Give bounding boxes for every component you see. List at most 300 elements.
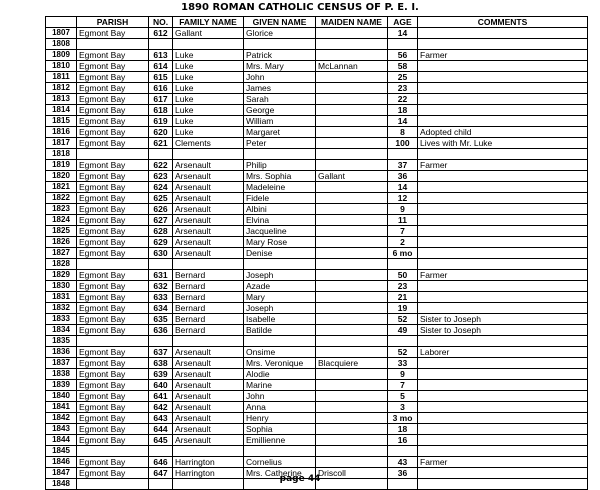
row-number: 1828 bbox=[46, 259, 77, 270]
table-row bbox=[46, 292, 588, 303]
family-name-cell: Arsenault bbox=[173, 182, 244, 193]
family-name-cell: Harrington bbox=[173, 468, 244, 479]
given-name-cell: Cornelius bbox=[244, 457, 316, 468]
age-cell: 49 bbox=[388, 325, 418, 336]
maiden-name-cell bbox=[316, 39, 388, 50]
row-number: 1820 bbox=[46, 171, 77, 182]
no-cell bbox=[149, 259, 173, 270]
maiden-name-cell bbox=[316, 303, 388, 314]
table-row bbox=[46, 369, 588, 380]
family-name-cell: Arsenault bbox=[173, 237, 244, 248]
row-number: 1835 bbox=[46, 336, 77, 347]
given-name-cell: Joseph bbox=[244, 270, 316, 281]
comments-cell bbox=[418, 303, 588, 314]
comments-cell bbox=[418, 204, 588, 215]
table-row bbox=[46, 314, 588, 325]
table-row bbox=[46, 270, 588, 281]
table-row bbox=[46, 281, 588, 292]
maiden-name-cell bbox=[316, 237, 388, 248]
family-name-cell: Clements bbox=[173, 138, 244, 149]
comments-cell bbox=[418, 94, 588, 105]
maiden-name-cell bbox=[316, 138, 388, 149]
parish-cell: Egmont Bay bbox=[77, 402, 149, 413]
parish-cell: Egmont Bay bbox=[77, 303, 149, 314]
parish-cell: Egmont Bay bbox=[77, 457, 149, 468]
family-name-cell: Luke bbox=[173, 72, 244, 83]
family-name-cell: Arsenault bbox=[173, 358, 244, 369]
row-number: 1840 bbox=[46, 391, 77, 402]
no-cell: 624 bbox=[149, 182, 173, 193]
age-cell bbox=[388, 336, 418, 347]
maiden-name-cell bbox=[316, 347, 388, 358]
age-cell: 16 bbox=[388, 435, 418, 446]
row-number: 1833 bbox=[46, 314, 77, 325]
parish-cell: Egmont Bay bbox=[77, 94, 149, 105]
parish-cell: Egmont Bay bbox=[77, 270, 149, 281]
given-name-cell: Patrick bbox=[244, 50, 316, 61]
row-number: 1819 bbox=[46, 160, 77, 171]
row-number: 1836 bbox=[46, 347, 77, 358]
comments-cell bbox=[418, 171, 588, 182]
table-row bbox=[46, 402, 588, 413]
comments-cell: Laborer bbox=[418, 347, 588, 358]
family-name-cell: Arsenault bbox=[173, 391, 244, 402]
given-name-cell: Mary Rose bbox=[244, 237, 316, 248]
family-name-cell bbox=[173, 39, 244, 50]
family-name-cell: Arsenault bbox=[173, 248, 244, 259]
maiden-name-cell bbox=[316, 391, 388, 402]
maiden-name-cell bbox=[316, 127, 388, 138]
family-name-cell: Arsenault bbox=[173, 193, 244, 204]
age-cell: 14 bbox=[388, 28, 418, 39]
no-cell: 616 bbox=[149, 83, 173, 94]
age-cell: 8 bbox=[388, 127, 418, 138]
maiden-name-cell bbox=[316, 72, 388, 83]
age-cell: 11 bbox=[388, 215, 418, 226]
given-name-cell: John bbox=[244, 391, 316, 402]
row-number: 1846 bbox=[46, 457, 77, 468]
age-cell: 21 bbox=[388, 292, 418, 303]
no-cell: 636 bbox=[149, 325, 173, 336]
maiden-name-cell bbox=[316, 28, 388, 39]
maiden-name-cell bbox=[316, 402, 388, 413]
row-number: 1842 bbox=[46, 413, 77, 424]
comments-cell bbox=[418, 435, 588, 446]
row-number: 1808 bbox=[46, 39, 77, 50]
age-cell: 6 mo bbox=[388, 248, 418, 259]
family-name-cell: Luke bbox=[173, 127, 244, 138]
maiden-name-cell bbox=[316, 270, 388, 281]
age-cell: 25 bbox=[388, 72, 418, 83]
table-row bbox=[46, 193, 588, 204]
given-name-cell: Batilde bbox=[244, 325, 316, 336]
comments-cell bbox=[418, 61, 588, 72]
comments-cell bbox=[418, 149, 588, 160]
parish-cell: Egmont Bay bbox=[77, 50, 149, 61]
parish-cell: Egmont Bay bbox=[77, 248, 149, 259]
comments-cell: Farmer bbox=[418, 270, 588, 281]
age-cell: 33 bbox=[388, 358, 418, 369]
family-name-cell: Arsenault bbox=[173, 215, 244, 226]
given-name-cell: Isabelle bbox=[244, 314, 316, 325]
family-name-cell: Harrington bbox=[173, 457, 244, 468]
no-cell: 641 bbox=[149, 391, 173, 402]
no-cell: 639 bbox=[149, 369, 173, 380]
table-row bbox=[46, 94, 588, 105]
comments-cell bbox=[418, 182, 588, 193]
parish-cell: Egmont Bay bbox=[77, 171, 149, 182]
no-cell: 645 bbox=[149, 435, 173, 446]
given-name-cell: Mrs. Catherine bbox=[244, 468, 316, 479]
given-name-cell: William bbox=[244, 116, 316, 127]
document-title: 1890 ROMAN CATHOLIC CENSUS OF P. E. I. bbox=[181, 2, 419, 13]
parish-cell bbox=[77, 39, 149, 50]
given-name-cell: James bbox=[244, 83, 316, 94]
header-no: NO. bbox=[149, 17, 173, 28]
maiden-name-cell bbox=[316, 226, 388, 237]
given-name-cell: Joseph bbox=[244, 303, 316, 314]
family-name-cell bbox=[173, 259, 244, 270]
header-comments: COMMENTS bbox=[418, 17, 588, 28]
age-cell: 18 bbox=[388, 424, 418, 435]
age-cell bbox=[388, 39, 418, 50]
table-row bbox=[46, 303, 588, 314]
maiden-name-cell bbox=[316, 446, 388, 457]
maiden-name-cell bbox=[316, 83, 388, 94]
age-cell: 52 bbox=[388, 314, 418, 325]
parish-cell: Egmont Bay bbox=[77, 204, 149, 215]
age-cell: 56 bbox=[388, 50, 418, 61]
maiden-name-cell bbox=[316, 182, 388, 193]
comments-cell bbox=[418, 336, 588, 347]
row-number: 1817 bbox=[46, 138, 77, 149]
comments-cell: Sister to Joseph bbox=[418, 325, 588, 336]
family-name-cell: Arsenault bbox=[173, 171, 244, 182]
family-name-cell: Luke bbox=[173, 83, 244, 94]
age-cell: 100 bbox=[388, 138, 418, 149]
age-cell: 7 bbox=[388, 226, 418, 237]
comments-cell: Farmer bbox=[418, 160, 588, 171]
given-name-cell: Philip bbox=[244, 160, 316, 171]
header-age: AGE bbox=[388, 17, 418, 28]
no-cell: 638 bbox=[149, 358, 173, 369]
header-row-number bbox=[46, 17, 77, 28]
given-name-cell: Marine bbox=[244, 380, 316, 391]
comments-cell: Farmer bbox=[418, 50, 588, 61]
family-name-cell bbox=[173, 446, 244, 457]
no-cell: 633 bbox=[149, 292, 173, 303]
no-cell: 618 bbox=[149, 105, 173, 116]
age-cell: 52 bbox=[388, 347, 418, 358]
row-number: 1829 bbox=[46, 270, 77, 281]
family-name-cell bbox=[173, 149, 244, 160]
given-name-cell: Azade bbox=[244, 281, 316, 292]
given-name-cell bbox=[244, 259, 316, 270]
parish-cell: Egmont Bay bbox=[77, 424, 149, 435]
table-row bbox=[46, 435, 588, 446]
age-cell: 43 bbox=[388, 457, 418, 468]
family-name-cell: Arsenault bbox=[173, 369, 244, 380]
header-maiden-name: MAIDEN NAME bbox=[316, 17, 388, 28]
age-cell: 36 bbox=[388, 171, 418, 182]
maiden-name-cell bbox=[316, 325, 388, 336]
parish-cell: Egmont Bay bbox=[77, 182, 149, 193]
table-row bbox=[46, 28, 588, 39]
table-row bbox=[46, 259, 588, 270]
no-cell: 620 bbox=[149, 127, 173, 138]
age-cell: 5 bbox=[388, 391, 418, 402]
family-name-cell: Luke bbox=[173, 50, 244, 61]
maiden-name-cell bbox=[316, 215, 388, 226]
no-cell: 612 bbox=[149, 28, 173, 39]
age-cell: 58 bbox=[388, 61, 418, 72]
row-number: 1816 bbox=[46, 127, 77, 138]
no-cell: 622 bbox=[149, 160, 173, 171]
maiden-name-cell bbox=[316, 369, 388, 380]
table-row bbox=[46, 325, 588, 336]
no-cell: 626 bbox=[149, 204, 173, 215]
no-cell: 615 bbox=[149, 72, 173, 83]
no-cell: 632 bbox=[149, 281, 173, 292]
table-row bbox=[46, 127, 588, 138]
no-cell: 614 bbox=[149, 61, 173, 72]
given-name-cell: Glorice bbox=[244, 28, 316, 39]
age-cell: 23 bbox=[388, 83, 418, 94]
comments-cell bbox=[418, 391, 588, 402]
maiden-name-cell bbox=[316, 50, 388, 61]
maiden-name-cell bbox=[316, 248, 388, 259]
census-table bbox=[45, 16, 588, 490]
age-cell: 14 bbox=[388, 182, 418, 193]
row-number: 1834 bbox=[46, 325, 77, 336]
family-name-cell: Arsenault bbox=[173, 380, 244, 391]
given-name-cell: Mrs. Veronique bbox=[244, 358, 316, 369]
parish-cell: Egmont Bay bbox=[77, 435, 149, 446]
maiden-name-cell bbox=[316, 457, 388, 468]
family-name-cell: Arsenault bbox=[173, 413, 244, 424]
maiden-name-cell bbox=[316, 314, 388, 325]
age-cell bbox=[388, 259, 418, 270]
family-name-cell: Arsenault bbox=[173, 435, 244, 446]
no-cell: 647 bbox=[149, 468, 173, 479]
table-row bbox=[46, 116, 588, 127]
parish-cell: Egmont Bay bbox=[77, 391, 149, 402]
comments-cell bbox=[418, 413, 588, 424]
no-cell bbox=[149, 39, 173, 50]
family-name-cell: Arsenault bbox=[173, 160, 244, 171]
comments-cell bbox=[418, 248, 588, 259]
family-name-cell: Luke bbox=[173, 116, 244, 127]
family-name-cell: Luke bbox=[173, 94, 244, 105]
comments-cell bbox=[418, 72, 588, 83]
table-row bbox=[46, 160, 588, 171]
comments-cell: Sister to Joseph bbox=[418, 314, 588, 325]
maiden-name-cell bbox=[316, 281, 388, 292]
parish-cell: Egmont Bay bbox=[77, 215, 149, 226]
page-number: page 44 bbox=[279, 474, 321, 484]
row-number: 1809 bbox=[46, 50, 77, 61]
table-row bbox=[46, 336, 588, 347]
family-name-cell: Bernard bbox=[173, 281, 244, 292]
age-cell bbox=[388, 446, 418, 457]
parish-cell: Egmont Bay bbox=[77, 314, 149, 325]
table-row bbox=[46, 413, 588, 424]
family-name-cell: Arsenault bbox=[173, 424, 244, 435]
no-cell: 643 bbox=[149, 413, 173, 424]
table-row bbox=[46, 424, 588, 435]
given-name-cell: Albini bbox=[244, 204, 316, 215]
age-cell: 23 bbox=[388, 281, 418, 292]
maiden-name-cell: Driscoll bbox=[316, 468, 388, 479]
row-number: 1825 bbox=[46, 226, 77, 237]
table-row bbox=[46, 138, 588, 149]
table-row bbox=[46, 204, 588, 215]
no-cell: 619 bbox=[149, 116, 173, 127]
no-cell: 613 bbox=[149, 50, 173, 61]
row-number: 1821 bbox=[46, 182, 77, 193]
given-name-cell bbox=[244, 446, 316, 457]
comments-cell: Lives with Mr. Luke bbox=[418, 138, 588, 149]
row-number: 1845 bbox=[46, 446, 77, 457]
given-name-cell: Henry bbox=[244, 413, 316, 424]
given-name-cell: Alodie bbox=[244, 369, 316, 380]
no-cell: 635 bbox=[149, 314, 173, 325]
comments-cell bbox=[418, 226, 588, 237]
comments-cell bbox=[418, 292, 588, 303]
parish-cell: Egmont Bay bbox=[77, 116, 149, 127]
age-cell: 36 bbox=[388, 468, 418, 479]
maiden-name-cell: Gallant bbox=[316, 171, 388, 182]
comments-cell: Farmer bbox=[418, 457, 588, 468]
maiden-name-cell: Blacquiere bbox=[316, 358, 388, 369]
row-number: 1824 bbox=[46, 215, 77, 226]
comments-cell bbox=[418, 369, 588, 380]
parish-cell: Egmont Bay bbox=[77, 193, 149, 204]
given-name-cell: Onsime bbox=[244, 347, 316, 358]
table-row bbox=[46, 358, 588, 369]
parish-cell: Egmont Bay bbox=[77, 347, 149, 358]
given-name-cell: Margaret bbox=[244, 127, 316, 138]
comments-cell bbox=[418, 237, 588, 248]
parish-cell: Egmont Bay bbox=[77, 83, 149, 94]
header-row bbox=[46, 17, 588, 28]
parish-cell: Egmont Bay bbox=[77, 292, 149, 303]
row-number: 1827 bbox=[46, 248, 77, 259]
parish-cell: Egmont Bay bbox=[77, 28, 149, 39]
maiden-name-cell bbox=[316, 204, 388, 215]
maiden-name-cell bbox=[316, 435, 388, 446]
parish-cell: Egmont Bay bbox=[77, 380, 149, 391]
age-cell: 18 bbox=[388, 105, 418, 116]
row-number: 1830 bbox=[46, 281, 77, 292]
comments-cell bbox=[418, 83, 588, 94]
comments-cell bbox=[418, 39, 588, 50]
row-number: 1822 bbox=[46, 193, 77, 204]
given-name-cell bbox=[244, 336, 316, 347]
row-number: 1814 bbox=[46, 105, 77, 116]
no-cell: 625 bbox=[149, 193, 173, 204]
no-cell: 634 bbox=[149, 303, 173, 314]
comments-cell bbox=[418, 446, 588, 457]
parish-cell bbox=[77, 259, 149, 270]
comments-cell bbox=[418, 424, 588, 435]
family-name-cell: Bernard bbox=[173, 325, 244, 336]
comments-cell bbox=[418, 193, 588, 204]
comments-cell bbox=[418, 116, 588, 127]
table-row bbox=[46, 237, 588, 248]
maiden-name-cell bbox=[316, 116, 388, 127]
no-cell: 628 bbox=[149, 226, 173, 237]
age-cell bbox=[388, 149, 418, 160]
no-cell: 642 bbox=[149, 402, 173, 413]
family-name-cell: Bernard bbox=[173, 270, 244, 281]
comments-cell: Adopted child bbox=[418, 127, 588, 138]
header-parish: PARISH bbox=[77, 17, 149, 28]
row-number: 1841 bbox=[46, 402, 77, 413]
given-name-cell: Mary bbox=[244, 292, 316, 303]
table-row bbox=[46, 39, 588, 50]
age-cell: 37 bbox=[388, 160, 418, 171]
table-row bbox=[46, 248, 588, 259]
given-name-cell: Sophia bbox=[244, 424, 316, 435]
table-row bbox=[46, 171, 588, 182]
age-cell: 3 mo bbox=[388, 413, 418, 424]
parish-cell: Egmont Bay bbox=[77, 226, 149, 237]
given-name-cell: Anna bbox=[244, 402, 316, 413]
family-name-cell bbox=[173, 336, 244, 347]
family-name-cell: Luke bbox=[173, 105, 244, 116]
given-name-cell: Sarah bbox=[244, 94, 316, 105]
table-row bbox=[46, 72, 588, 83]
row-number: 1815 bbox=[46, 116, 77, 127]
age-cell: 9 bbox=[388, 204, 418, 215]
given-name-cell bbox=[244, 39, 316, 50]
row-number: 1813 bbox=[46, 94, 77, 105]
row-number: 1812 bbox=[46, 83, 77, 94]
row-number: 1839 bbox=[46, 380, 77, 391]
given-name-cell bbox=[244, 149, 316, 160]
maiden-name-cell bbox=[316, 105, 388, 116]
table-row bbox=[46, 83, 588, 94]
comments-cell bbox=[418, 402, 588, 413]
parish-cell: Egmont Bay bbox=[77, 72, 149, 83]
maiden-name-cell bbox=[316, 259, 388, 270]
table-row bbox=[46, 215, 588, 226]
parish-cell: Egmont Bay bbox=[77, 160, 149, 171]
parish-cell: Egmont Bay bbox=[77, 138, 149, 149]
maiden-name-cell bbox=[316, 380, 388, 391]
parish-cell: Egmont Bay bbox=[77, 369, 149, 380]
no-cell: 629 bbox=[149, 237, 173, 248]
parish-cell bbox=[77, 336, 149, 347]
family-name-cell: Arsenault bbox=[173, 402, 244, 413]
parish-cell: Egmont Bay bbox=[77, 237, 149, 248]
age-cell: 3 bbox=[388, 402, 418, 413]
parish-cell: Egmont Bay bbox=[77, 127, 149, 138]
row-number: 1823 bbox=[46, 204, 77, 215]
comments-cell bbox=[418, 281, 588, 292]
given-name-cell: George bbox=[244, 105, 316, 116]
table-row bbox=[46, 50, 588, 61]
table-row bbox=[46, 457, 588, 468]
row-number: 1832 bbox=[46, 303, 77, 314]
census-body bbox=[46, 28, 588, 490]
table-row bbox=[46, 391, 588, 402]
age-cell: 14 bbox=[388, 116, 418, 127]
no-cell: 646 bbox=[149, 457, 173, 468]
given-name-cell: Madeleine bbox=[244, 182, 316, 193]
comments-cell bbox=[418, 28, 588, 39]
